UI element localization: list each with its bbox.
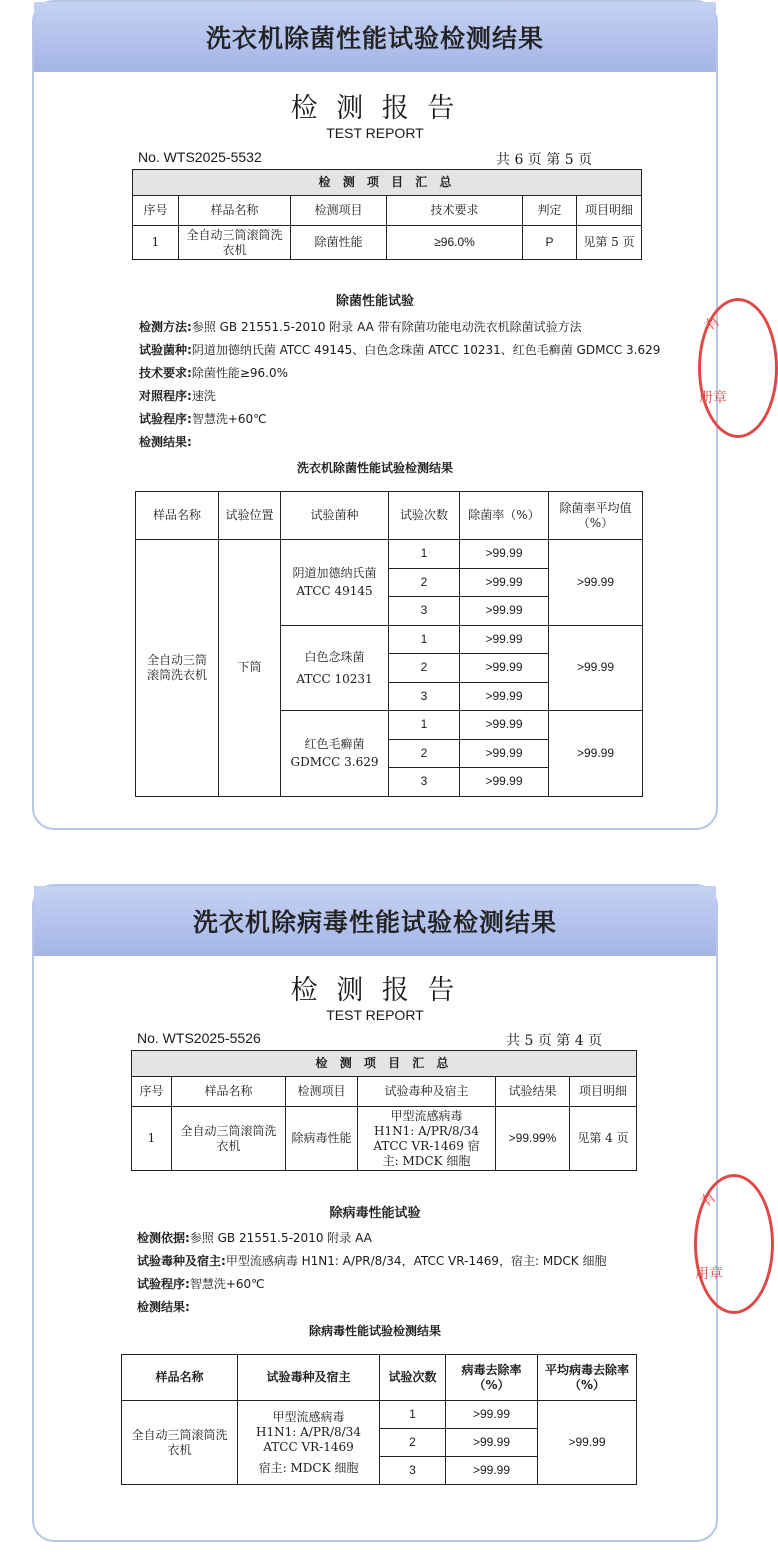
- summary-col: 技术要求: [387, 196, 523, 226]
- summary-cell: 甲型流感病毒 H1N1: A/PR/8/34 ATCC VR-1469 宿主: MDCK 细胞: [358, 1107, 496, 1171]
- info-line: 试验程序:智慧洗+60℃: [137, 1277, 265, 1291]
- results-col: 平均病毒去除率（%）: [538, 1355, 637, 1401]
- info-line: 检测结果:: [139, 435, 192, 449]
- report-title: 检 测 报 告: [290, 975, 460, 1006]
- info-line: 对照程序:速洗: [139, 389, 216, 403]
- avg-rate: >99.99: [549, 625, 643, 711]
- results-col: 试验菌种: [281, 492, 389, 540]
- results-col: 病毒去除率（%）: [446, 1355, 538, 1401]
- section-header: 洗衣机除菌性能试验检测结果: [34, 2, 716, 72]
- report-subtitle: TEST REPORT: [326, 1007, 424, 1023]
- summary-cell: 见第 4 页: [570, 1107, 637, 1171]
- page-info: 共 5 页 第 4 页: [506, 1033, 603, 1049]
- report-number: No. WTS2025-5532: [138, 149, 262, 165]
- summary-col: 序号: [132, 1077, 172, 1107]
- run-rate: >99.99: [446, 1429, 538, 1457]
- run-number: 2: [380, 1429, 446, 1457]
- results-title: 洗衣机除菌性能试验检测结果: [296, 461, 453, 475]
- strain-name: 甲型流感病毒 H1N1: A/PR/8/34 ATCC VR-1469: [256, 1409, 361, 1454]
- page-info: 共 6 页 第 5 页: [496, 152, 593, 168]
- summary-cell: ≥96.0%: [387, 226, 523, 260]
- results-col: 样品名称: [122, 1355, 238, 1401]
- results-col: 试验次数: [389, 492, 460, 540]
- info-line: 试验程序:智慧洗+60℃: [139, 412, 267, 426]
- run-number: 3: [389, 768, 460, 797]
- summary-cell: 全自动三筒滚筒洗衣机: [172, 1107, 286, 1171]
- summary-col: 试验结果: [496, 1077, 570, 1107]
- info-line: 检测方法:参照 GB 21551.5-2010 附录 AA 带有除菌功能电动洗衣机除菌试验方法: [139, 320, 582, 334]
- summary-cell: 1: [133, 226, 179, 260]
- test-title: 除病毒性能试验: [329, 1206, 421, 1221]
- report-subtitle: TEST REPORT: [326, 125, 424, 141]
- info-line: 试验菌种:阴道加德纳氏菌 ATCC 49145、白色念珠菌 ATCC 10231、红色毛癣菌 GDMCC 3.629: [139, 343, 661, 357]
- run-rate: >99.99: [446, 1401, 538, 1429]
- results-col: 除菌率（%）: [460, 492, 549, 540]
- run-rate: >99.99: [460, 768, 549, 797]
- run-rate: >99.99: [460, 682, 549, 711]
- summary-cell: 除菌性能: [291, 226, 387, 260]
- results-col: 试验毒种及宿主: [238, 1355, 380, 1401]
- section-header: 洗衣机除病毒性能试验检测结果: [34, 886, 716, 956]
- summary-col: 项目明细: [570, 1077, 637, 1107]
- summary-title: 检 测 项 目 汇 总: [132, 1051, 637, 1077]
- run-number: 1: [389, 540, 460, 569]
- run-number: 1: [389, 625, 460, 654]
- summary-col: 检测项目: [286, 1077, 358, 1107]
- run-rate: >99.99: [460, 739, 549, 768]
- avg-rate: >99.99: [538, 1401, 637, 1485]
- run-rate: >99.99: [460, 597, 549, 626]
- summary-cell: 见第 5 页: [577, 226, 642, 260]
- run-number: 2: [389, 568, 460, 597]
- test-title: 除菌性能试验: [335, 294, 414, 309]
- virus-test-card: [32, 884, 723, 1542]
- red-seal-stamp: 有 用章: [694, 1174, 774, 1314]
- summary-col: 样品名称: [179, 196, 291, 226]
- report-number: No. WTS2025-5526: [137, 1030, 261, 1046]
- info-line: 检测结果:: [137, 1300, 190, 1314]
- summary-cell: P: [523, 226, 577, 260]
- sample-name: 全自动三筒滚筒洗衣机: [122, 1401, 238, 1485]
- summary-cell: >99.99%: [496, 1107, 570, 1171]
- summary-col: 检测项目: [291, 196, 387, 226]
- info-line: 试验毒种及宿主:甲型流感病毒 H1N1: A/PR/8/34，ATCC VR-1469，宿主: MDCK 细胞: [137, 1254, 607, 1268]
- bacteria-test-card: [32, 0, 727, 830]
- results-table: [121, 1354, 637, 1485]
- results-col: 试验位置: [219, 492, 281, 540]
- run-number: 1: [380, 1401, 446, 1429]
- summary-col: 试验毒种及宿主: [358, 1077, 496, 1107]
- run-rate: >99.99: [460, 654, 549, 683]
- run-number: 3: [380, 1457, 446, 1485]
- summary-table: [131, 1050, 637, 1171]
- summary-cell: 1: [132, 1107, 172, 1171]
- run-number: 3: [389, 597, 460, 626]
- results-col: 样品名称: [136, 492, 219, 540]
- run-rate: >99.99: [460, 711, 549, 740]
- test-info: [139, 316, 709, 454]
- summary-cell: 除病毒性能: [286, 1107, 358, 1171]
- red-seal-stamp: 有 册章: [698, 298, 778, 438]
- info-line: 检测依据:参照 GB 21551.5-2010 附录 AA: [137, 1231, 372, 1245]
- avg-rate: >99.99: [549, 711, 643, 797]
- results-col: 试验次数: [380, 1355, 446, 1401]
- summary-col: 序号: [133, 196, 179, 226]
- summary-title: 检 测 项 目 汇 总: [133, 170, 642, 196]
- strain-name: 阴道加德纳氏菌 ATCC 49145: [281, 540, 389, 626]
- run-number: 2: [389, 654, 460, 683]
- test-info: [137, 1227, 707, 1319]
- results-table: [135, 491, 643, 797]
- run-number: 2: [389, 739, 460, 768]
- run-rate: >99.99: [460, 540, 549, 569]
- run-number: 3: [389, 682, 460, 711]
- summary-col: 判定: [523, 196, 577, 226]
- summary-col: 样品名称: [172, 1077, 286, 1107]
- strain-name: 白色念珠菌 ATCC 10231: [281, 625, 389, 711]
- summary-col: 项目明细: [577, 196, 642, 226]
- avg-rate: >99.99: [549, 540, 643, 626]
- summary-table: [132, 169, 642, 260]
- test-position: 下筒: [219, 540, 281, 797]
- sample-name: 全自动三筒滚筒洗衣机: [136, 540, 219, 797]
- info-line: 技术要求:除菌性能≥96.0%: [139, 366, 288, 380]
- results-title: 除病毒性能试验检测结果: [308, 1324, 441, 1338]
- run-rate: >99.99: [460, 568, 549, 597]
- host-cell: 宿主: MDCK 细胞: [258, 1460, 359, 1475]
- virus-strain: [238, 1401, 380, 1485]
- run-number: 1: [389, 711, 460, 740]
- run-rate: >99.99: [446, 1457, 538, 1485]
- strain-name: 红色毛癣菌 GDMCC 3.629: [281, 711, 389, 797]
- report-title: 检 测 报 告: [290, 93, 460, 124]
- run-rate: >99.99: [460, 625, 549, 654]
- results-col: 除菌率平均值（%）: [549, 492, 643, 540]
- summary-cell: 全自动三筒滚筒洗衣机: [179, 226, 291, 260]
